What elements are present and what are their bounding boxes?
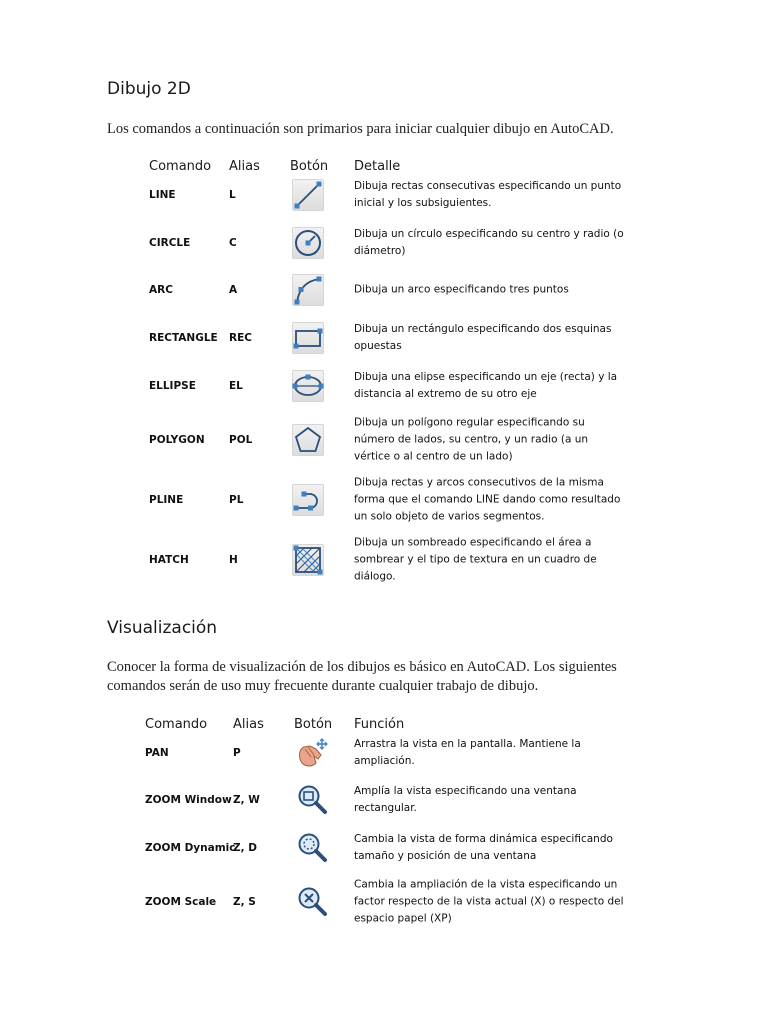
command-function: Arrastra la vista en la pantalla. Mantiene la ampliación.	[354, 738, 581, 767]
command-name: ZOOM Scale	[145, 896, 217, 908]
hatch-icon	[292, 544, 324, 576]
command-alias: P	[233, 747, 241, 759]
command-detail: Dibuja rectas y arcos consecutivos de la misma forma que el comando LINE dando como resultado un solo objeto de varios segmentos.	[354, 476, 621, 523]
pan-hand-icon	[296, 737, 328, 769]
ellipse-icon	[292, 370, 324, 402]
command-alias: H	[229, 554, 238, 566]
command-detail: Dibuja un polígono regular especificando su número de lados, su centro, y un radio (a un vértice o al centro de un lado)	[354, 416, 589, 463]
command-detail: Dibuja un arco especificando tres puntos	[354, 283, 569, 296]
col-header-funcion: Función	[354, 717, 405, 732]
command-alias: Z, W	[233, 794, 260, 806]
command-name: POLYGON	[149, 434, 205, 446]
command-alias: L	[229, 189, 236, 201]
section-title-dibujo: Dibujo 2D	[107, 79, 191, 99]
command-alias: REC	[229, 332, 252, 344]
command-alias: C	[229, 237, 237, 249]
command-name: PLINE	[149, 494, 184, 506]
command-alias: PL	[229, 494, 244, 506]
zoom-window-icon	[296, 784, 328, 816]
command-name: ARC	[149, 284, 173, 296]
command-name: ELLIPSE	[149, 380, 196, 392]
command-alias: A	[229, 284, 238, 296]
line-icon	[292, 179, 324, 211]
command-name: ZOOM Dynamic	[145, 842, 236, 854]
command-alias: EL	[229, 380, 243, 392]
command-alias: POL	[229, 434, 253, 446]
command-function: Amplía la vista especificando una ventana rectangular.	[354, 785, 577, 814]
command-alias: Z, D	[233, 842, 257, 854]
circle-icon	[292, 227, 324, 259]
command-name: RECTANGLE	[149, 332, 218, 344]
polyline-icon	[292, 484, 324, 516]
zoom-dynamic-icon	[296, 832, 328, 864]
section-intro-visualizacion: Conocer la forma de visualización de los dibujos es básico en AutoCAD. Los siguientes comandos serán de uso muy frecuente durante cualquier trabajo de dibujo.	[107, 659, 617, 694]
command-detail: Dibuja un sombreado especificando el área a sombrear y el tipo de textura en un cuadro de diálogo.	[354, 536, 597, 583]
command-name: CIRCLE	[149, 237, 191, 249]
zoom-scale-icon	[296, 886, 328, 918]
command-detail: Dibuja un rectángulo especificando dos esquinas opuestas	[354, 323, 612, 352]
col-header-comando: Comando	[145, 717, 208, 732]
col-header-comando: Comando	[149, 159, 212, 174]
command-detail: Dibuja un círculo especificando su centro y radio (o diámetro)	[354, 228, 624, 257]
command-name: ZOOM Window	[145, 794, 232, 806]
command-name: HATCH	[149, 554, 189, 566]
command-function: Cambia la vista de forma dinámica especificando tamaño y posición de una ventana	[354, 833, 613, 862]
command-name: LINE	[149, 189, 176, 201]
section-intro-dibujo: Los comandos a continuación son primarios para iniciar cualquier dibujo en AutoCAD.	[107, 121, 614, 137]
col-header-boton: Botón	[294, 717, 333, 732]
command-function: Cambia la ampliación de la vista especificando un factor respecto de la vista actual (X) o respecto del espacio papel (XP)	[354, 878, 624, 925]
col-header-alias: Alias	[233, 717, 264, 732]
col-header-alias: Alias	[229, 159, 260, 174]
section-title-visualizacion: Visualización	[107, 618, 218, 638]
command-detail: Dibuja rectas consecutivas especificando un punto inicial y los subsiguientes.	[354, 180, 622, 209]
col-header-detalle: Detalle	[354, 159, 401, 174]
command-detail: Dibuja una elipse especificando un eje (recta) y la distancia al extremo de su otro eje	[354, 371, 618, 400]
command-name: PAN	[145, 747, 169, 759]
arc-icon	[292, 274, 324, 306]
polygon-icon	[292, 424, 324, 456]
command-alias: Z, S	[233, 896, 256, 908]
col-header-boton: Botón	[290, 159, 329, 174]
rectangle-icon	[292, 322, 324, 354]
